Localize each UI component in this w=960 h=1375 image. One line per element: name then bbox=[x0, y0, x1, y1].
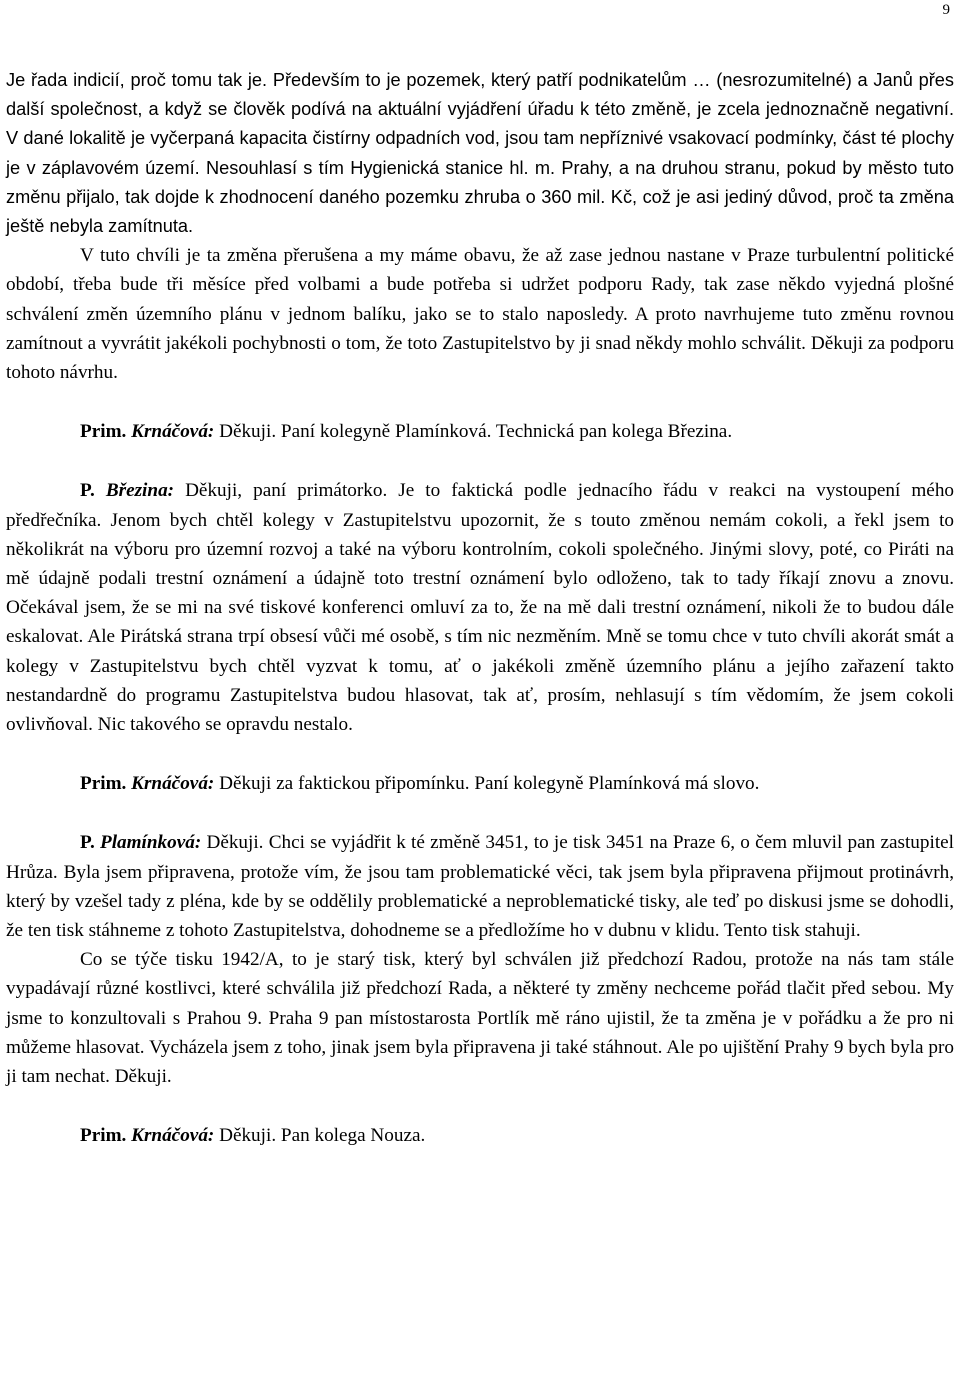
speaker-name: Krnáčová: bbox=[131, 1125, 215, 1147]
document-body bbox=[6, 66, 954, 1151]
speech-krnacova-2 bbox=[6, 769, 954, 798]
speaker-title: Prim. bbox=[80, 421, 127, 443]
speech-text: Děkuji, paní primátorko. Je to faktická podle jednacího řádu v reakci na vystoupení mého předřečníka. Jenom bych chtěl kolegy v Zastupitelstvu upozornit, že s touto změnou nemám cokoli, a řekl jsem to několikrát na výboru pro územní rozvoj a také na výboru kontrolním, cokoli společného. Jinými slovy, poté, co Piráti na mě údajně podali trestní oznámení a údajně toto trestní oznámení bylo odloženo, tak to tady říkají znovu a znovu. Očekával jsem, že se mi na své tiskové konferenci omluví za to, že na mě dali trestní oznámení, nikoli že to budou dále eskalovat. Ale Pirátská strana trpí obsesí vůči mé osobě, s tím nic nezměním. Mně se tomu chce v tuto chvíli akorát smát a kolegy v Zastupitelstvu bych chtěl vyzvat k tomu, ať o jakékoli změně územního plánu a jejího zařazení takto nestandardně do programu Zastupitelstva budou hlasovat, tak ať, prosím, nehlasují s tím vědomím, že jsem cokoli ovlivňoval. Nic takového se opravdu nestalo. bbox=[6, 480, 955, 736]
speech-text: Děkuji. Paní kolegyně Plamínková. Technická pan kolega Březina. bbox=[214, 421, 733, 443]
speech-plaminkova bbox=[6, 828, 954, 945]
speaker-title: Prim. bbox=[80, 773, 127, 795]
speaker-name: Plamínková: bbox=[99, 832, 202, 854]
paragraph-preruseni: V tuto chvíli je ta změna přerušena a my máme obavu, že až zase jednou nastane v Praze turbulentní politické období, třeba bude tři měsíce před volbami a bude potřeba si udržet podporu Rady, tak zase někdo vyjedná plošné schválení změn územního plánu v jednom balíku, jako se to stalo naposledy. A proto navrhujeme tuto změnu rovnou zamítnout a vyvrátit jakékoli pochybnosti o tom, že toto Zastupitelstvo by ji snad někdy mohlo schválit. Děkuji za podporu tohoto návrhu. bbox=[6, 245, 954, 384]
speech-krnacova-3 bbox=[6, 1121, 954, 1150]
speech-brezina bbox=[6, 476, 954, 739]
page-number: 9 bbox=[942, 2, 950, 18]
speech-text: Děkuji za faktickou připomínku. Paní kolegyně Plamínková má slovo. bbox=[214, 773, 760, 795]
paragraph-indicie: Je řada indicií, proč tomu tak je. Především to je pozemek, který patří podnikatelům … (nesrozumitelné) a Janů přes další společnost, a když se člověk podívá na aktuální vyjádření úřadu k této změně, je zcela jednoznačně negativní. V dané lokalitě je vyčerpaná kapacita čistírny odpadních vod, jsou tam nepříznivé vsakovací podmínky, část té plochy je v záplavovém území. Nesouhlasí s tím Hygienická stanice hl. m. Prahy, a na druhou stranu, pokud by město tuto změnu přijalo, tak dojde k zhodnocení daného pozemku zhruba o 360 mil. Kč, což je asi jediný důvod, proč ta změna ještě nebyla zamítnuta. bbox=[6, 70, 954, 237]
speaker-title: P. bbox=[80, 480, 95, 502]
speech-text: Děkuji. Pan kolega Nouza. bbox=[214, 1125, 426, 1147]
speaker-title: Prim. bbox=[80, 1125, 127, 1147]
speaker-name: Krnáčová: bbox=[131, 421, 215, 443]
paragraph-tisk-1942: Co se týče tisku 1942/A, to je starý tisk, který byl schválen již předchozí Radou, protože na nás tam stále vypadávají různé kostlivci, které schválila již předchozí Rada, a některé ty změny nechceme pořád tlačit před sebou. My jsme to konzultovali s Prahou 9. Praha 9 pan místostarosta Portlík mě ráno ujistil, že ta změna je v pořádku a že pro ni můžeme hlasovat. Vycházela jsem z toho, jinak jsem byla připravena ji také stáhnout. Ale po ujištění Prahy 9 bych byla pro ji tam nechat. Děkuji. bbox=[6, 949, 954, 1088]
speaker-title: P. bbox=[80, 832, 95, 854]
speech-krnacova-1 bbox=[6, 417, 954, 446]
speaker-name: Krnáčová: bbox=[131, 773, 215, 795]
speaker-name: Březina: bbox=[105, 480, 175, 502]
speech-text: Děkuji. Chci se vyjádřit k té změně 3451, to je tisk 3451 na Praze 6, o čem mluvil pan zastupitel Hrůza. Byla jsem připravena, protože vím, že jsou tam problematické věci, tak jsem byla připravena přijmout protinávrh, který by vzešel tady z pléna, kde by se oddělily problematické a neproblematické tisky, ale teď po diskusi jsme se dohodli, že ten tisk stáhneme z tohoto Zastupitelstva, dohodneme se a předložíme ho v dubnu v klidu. Tento tisk stahuji. bbox=[6, 832, 955, 942]
